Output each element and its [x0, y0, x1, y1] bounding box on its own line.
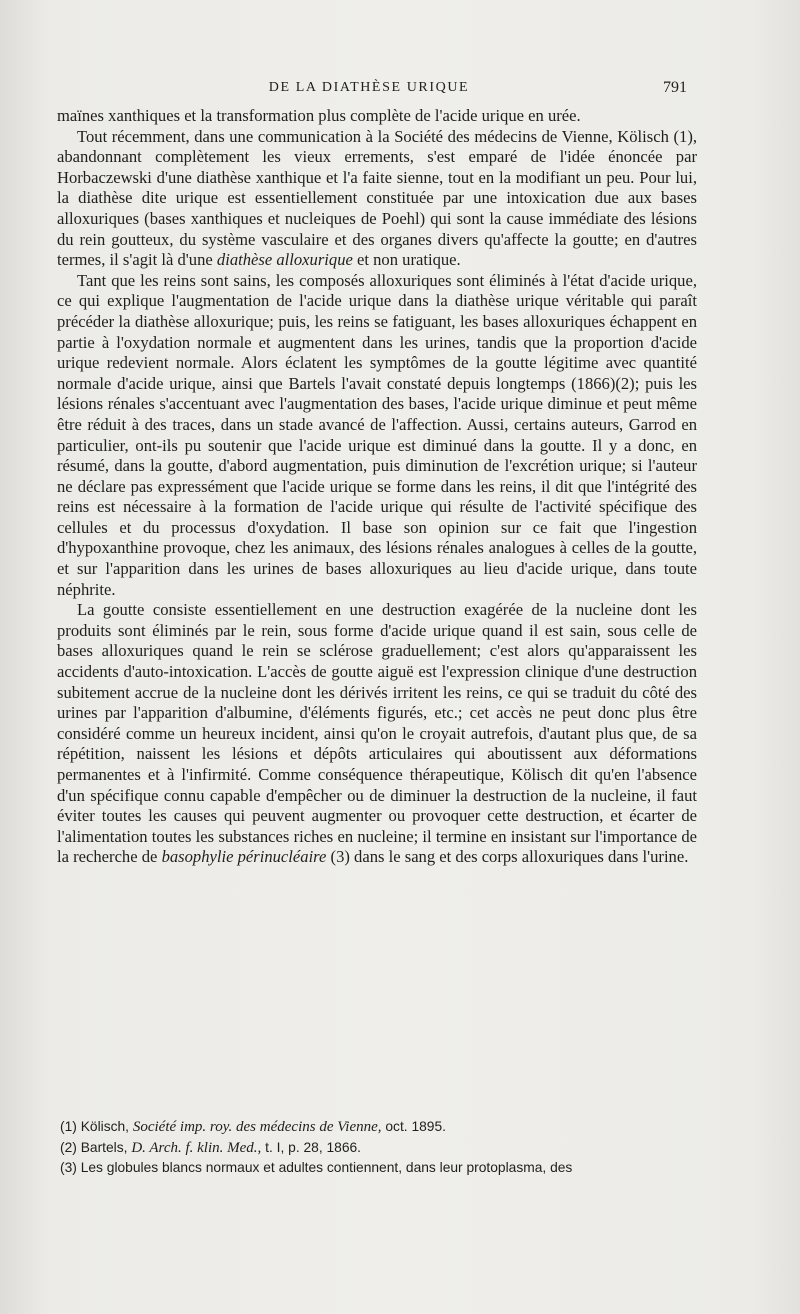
footnote-3: (3) Les globules blancs normaux et adultes contiennent, dans leur protoplasma, des: [60, 1160, 573, 1175]
footnote-text: t. I, p. 28, 1866.: [265, 1139, 362, 1155]
footnote-text: (1) Kölisch,: [60, 1119, 130, 1134]
footnote-2: [60, 1138, 700, 1159]
paragraph-reins: Tant que les reins sont sains, les composés alloxuriques sont éliminés à l'état d'acide urique, ce qui explique l'augmentation de l'acide urique dans la diathèse urique véritable qui paraît précéder la diathèse alloxurique; puis, les reins se fatiguant, les bases alloxuriques échappent en partie à l'oxydation normale et augmentent dans les urines, tandis que la proportion d'acide urique redevient normale. Alors éclatent les symptômes de la goutte légitime avec quantité normale d'acide urique, ainsi que Bartels l'avait constaté depuis longtemps (1866)(2); puis les lésions rénales s'accentuant avec l'augmentation des bases, l'acide urique diminue et peut même être réduit à des traces, dans un stade avancé de l'affection. Aussi, certains auteurs, Garrod en particulier, ont-ils pu soutenir que l'acide urique est diminué dans la goutte. Il y a donc, en résumé, dans la goutte, d'abord augmentation, puis diminution de l'excrétion urique; si l'auteur ne déclare pas expressément que l'acide urique se forme dans les reins, il dit que l'intégrité des reins est nécessaire à la formation de l'acide urique qui résulte de l'activité spécifique des cellules et du processus d'oxydation. Il base son opinion sur ce fait que l'ingestion d'hypoxanthine provoque, chez les animaux, des lésions rénales analogues à celles de la goutte, et sur l'apparition dans les urines de bases alloxuriques au lieu d'acide urique, dans toute néphrite.: [57, 270, 697, 599]
footnote-text: oct. 1895.: [385, 1119, 446, 1134]
paragraph-text: (3) dans le sang et des corps alloxuriques dans l'urine.: [330, 847, 689, 867]
running-head-title: DE LA DIATHÈSE URIQUE: [268, 80, 470, 95]
footnotes: [60, 1117, 700, 1178]
paragraph-text: Tout récemment, dans une communication à la Société des médecins de Vienne, Kölisch (1), abandonnant complètement les vieux errements, s'est emparé de l'idée énoncée par Horbaczewski d'une diathèse xanthique et l'a faite sienne, tout en la modifiant un peu. Pour lui, la diathèse dite urique est essentiellement constituée par une intoxication due aux bases alloxuriques (bases xanthiques et nucleiques de Poehl) qui sont la cause immédiate des lésions du rein goutteux, du système vasculaire et des organes divers qu'affecte la goutte; en d'autres termes, il s'agit là d'une: [57, 126, 697, 270]
page-number: 791: [663, 79, 687, 96]
paragraph-goutte: [57, 600, 697, 868]
italic-term-diathese-alloxurique: diathèse alloxurique: [216, 250, 353, 270]
body-text: [57, 106, 697, 868]
paragraph-kolisch: [57, 127, 697, 271]
italic-term-basophylie: basophylie périnucléaire: [161, 847, 327, 867]
footnote-1: [60, 1117, 700, 1138]
footnote-source: Société imp. roy. des médecins de Vienne,: [132, 1119, 382, 1135]
paragraph-text: et non uratique.: [357, 250, 461, 270]
paragraph-continued: maïnes xanthiques et la transformation plus complète de l'acide urique en urée.: [57, 106, 581, 125]
footnote-text: (2) Bartels,: [60, 1139, 128, 1155]
footnote-source: D. Arch. f. klin. Med.,: [131, 1139, 262, 1156]
running-head: [57, 79, 687, 102]
paragraph-text: La goutte consiste essentiellement en une destruction exagérée de la nucleine dont les produits sont éliminés par le rein, sous forme d'acide urique quand il est sain, sous celle de bases alloxuriques quand le rein se sclérose graduellement; c'est alors qu'apparaissent les accidents d'auto-intoxication. L'accès de goutte aiguë est l'expression clinique d'une destruction subitement accrue de la nucleine dont les dérivés irritent les reins, ce qui se traduit du côté des urines par l'apparition d'albumine, d'éléments figurés, etc.; cet accès ne peut donc plus être considéré comme un heureux incident, ainsi qu'on le croyait autrefois, d'autant plus que, de sa répétition, naissent les lésions et dépôts articulaires qui aboutissent aux déformations permanentes et à l'infirmité. Comme conséquence thérapeutique, Kölisch dit qu'en l'absence d'un spécifique connu capable d'empêcher ou de diminuer la destruction de la nucleine, il faut éviter toutes les causes qui peuvent augmenter ou provoquer cette destruction, et écarter de l'alimentation toutes les substances riches en nucleine; il termine en insistant sur l'importance de la recherche de: [57, 600, 697, 867]
